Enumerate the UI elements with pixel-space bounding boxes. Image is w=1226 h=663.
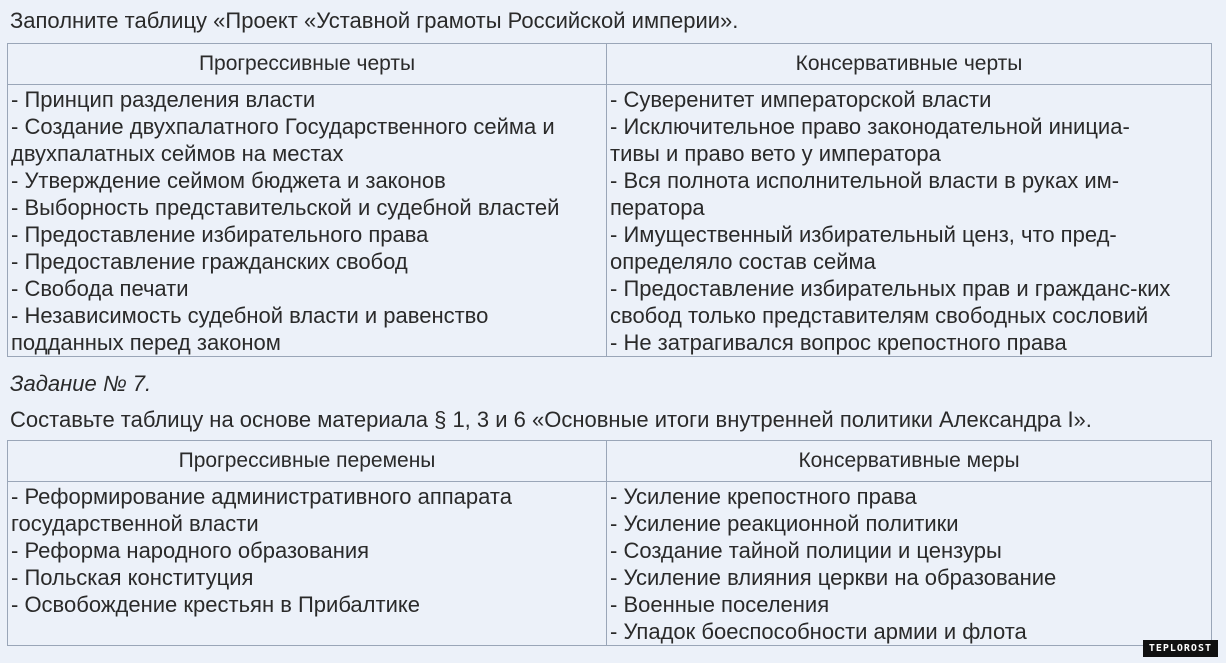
list-item: подданных перед законом	[11, 330, 281, 355]
progressive-changes-cell	[8, 482, 607, 646]
list-item: - Упадок боеспособности армии и флота	[610, 619, 1027, 644]
list-item: - Свобода печати	[11, 276, 189, 301]
task-label: Задание № 7.	[10, 371, 152, 396]
table-alexander-policy	[7, 440, 1212, 646]
list-item: - Независимость судебной власти и равенство	[11, 303, 489, 328]
list-item: - Выборность представительской и судебной властей	[11, 195, 560, 220]
progressive-changes-list	[11, 482, 606, 618]
list-item: - Утверждение сеймом бюджета и законов	[11, 168, 446, 193]
list-item: определяло состав сейма	[610, 249, 876, 274]
progressive-features-list	[11, 85, 606, 356]
list-item: тивы и право вето у императора	[610, 141, 941, 166]
list-item: - Вся полнота исполнительной власти в руках им-	[610, 168, 1120, 193]
list-item: - Реформирование административного аппарата	[11, 484, 512, 509]
list-item: - Принцип разделения власти	[11, 87, 316, 112]
list-item: - Предоставление избирательного права	[11, 222, 429, 247]
list-item: - Усиление крепостного права	[610, 484, 917, 509]
list-item: - Польская конституция	[11, 565, 254, 590]
conservative-measures-list	[610, 482, 1211, 645]
list-item: - Реформа народного образования	[11, 538, 370, 563]
list-item: - Суверенитет императорской власти	[610, 87, 992, 112]
conservative-measures-cell	[607, 482, 1212, 646]
list-item: государственной власти	[11, 511, 259, 536]
list-item: - Не затрагивался вопрос крепостного права	[610, 330, 1067, 355]
list-item: - Усиление реакционной политики	[610, 511, 959, 536]
table-header-row	[8, 44, 1212, 85]
conservative-features-cell	[607, 85, 1212, 357]
list-item: ператора	[610, 195, 705, 220]
intro-text: Заполните таблицу «Проект «Уставной грамоты Российской империи».	[10, 8, 739, 33]
list-item: - Предоставление гражданских свобод	[11, 249, 408, 274]
list-item: - Имущественный избирательный ценз, что пред-	[610, 222, 1117, 247]
list-item: - Усиление влияния церкви на образование	[610, 565, 1057, 590]
conservative-features-list	[610, 85, 1211, 356]
list-item: - Исключительное право законодательной инициа-	[610, 114, 1130, 139]
task-text: Составьте таблицу на основе материала § 1, 3 и 6 «Основные итоги внутренней политики Александра I».	[10, 407, 1092, 432]
list-item: - Предоставление избирательных прав и гражданс-ких	[610, 276, 1171, 301]
header-conservative-features: Консервативные черты	[607, 44, 1212, 85]
header-progressive-changes: Прогрессивные перемены	[8, 441, 607, 482]
list-item: свобод только представителям свободных сословий	[610, 303, 1149, 328]
list-item: - Военные поселения	[610, 592, 830, 617]
table-row	[8, 85, 1212, 357]
table-header-row	[8, 441, 1212, 482]
list-item: - Создание тайной полиции и цензуры	[610, 538, 1002, 563]
list-item: - Создание двухпалатного Государственного сейма и	[11, 114, 555, 139]
progressive-features-cell	[8, 85, 607, 357]
list-item: двухпалатных сеймов на местах	[11, 141, 344, 166]
header-progressive-features: Прогрессивные черты	[8, 44, 607, 85]
table-row	[8, 482, 1212, 646]
header-conservative-measures: Консервативные меры	[607, 441, 1212, 482]
table-charter-features	[7, 43, 1212, 357]
list-item: - Освобождение крестьян в Прибалтике	[11, 592, 420, 617]
watermark-logo: TEPLOROST	[1143, 640, 1218, 657]
